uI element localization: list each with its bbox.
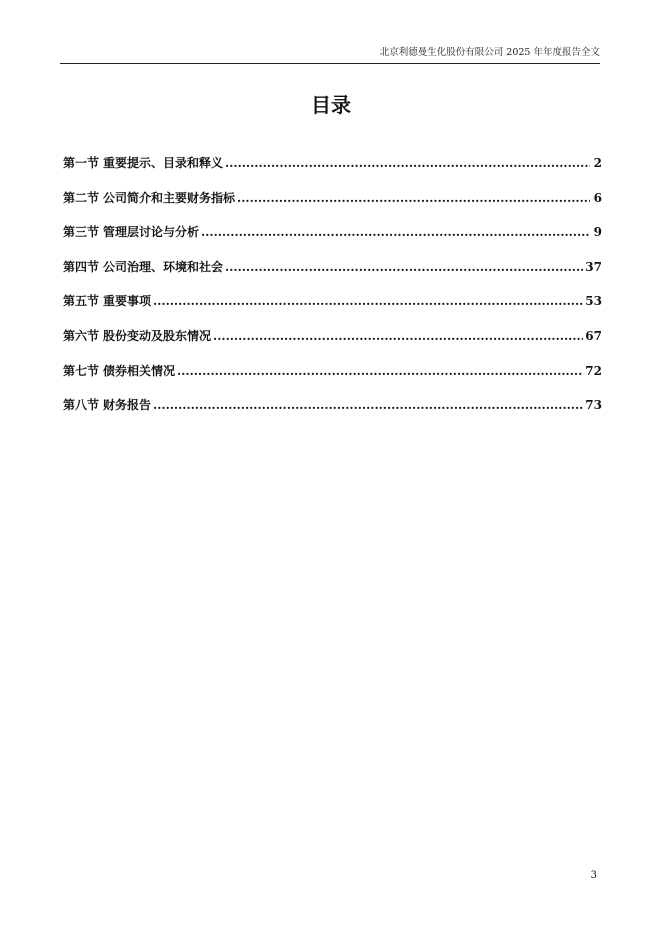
toc-section-label: 债券相关情况 <box>103 363 176 378</box>
toc-section-label: 管理层讨论与分析 <box>103 225 200 240</box>
page-number: 3 <box>590 870 597 881</box>
toc-dot-leader <box>153 293 583 309</box>
toc-section-label: 重要提示、目录和释义 <box>103 156 224 170</box>
toc-section-label: 财务报告 <box>103 398 152 413</box>
toc-entry-section-3[interactable] <box>63 224 602 259</box>
toc-section-label: 股份变动及股东情况 <box>103 328 212 343</box>
toc-section-number: 第六节 <box>63 328 100 343</box>
toc-entry-section-7[interactable] <box>63 363 602 398</box>
running-header-title: 北京利德曼生化股份有限公司 2025 年年度报告全文 <box>379 47 600 58</box>
toc-section-label: 重要事项 <box>103 294 152 309</box>
toc-list <box>63 155 602 432</box>
toc-entry-section-1[interactable] <box>63 155 602 190</box>
toc-section-number: 第二节 <box>63 190 100 205</box>
toc-section-number: 第三节 <box>63 225 100 240</box>
toc-page-number: 72 <box>585 363 602 378</box>
toc-page-number: 73 <box>585 398 602 413</box>
toc-section-number: 第八节 <box>63 398 100 413</box>
toc-dot-leader <box>225 155 590 171</box>
toc-section-label: 公司治理、环境和社会 <box>103 259 224 274</box>
toc-page-number: 37 <box>585 259 602 274</box>
toc-dot-leader <box>225 259 583 275</box>
toc-dot-leader <box>237 190 590 206</box>
running-header <box>60 47 600 64</box>
toc-section-number: 第一节 <box>63 156 100 170</box>
toc-page-number: 6 <box>593 190 602 205</box>
toc-page-number: 2 <box>593 156 602 170</box>
toc-entry-section-8[interactable] <box>63 397 602 432</box>
toc-section-number: 第四节 <box>63 259 100 274</box>
toc-page-number: 53 <box>585 294 602 309</box>
toc-page-number: 9 <box>593 225 602 240</box>
toc-section-number: 第七节 <box>63 363 100 378</box>
toc-title: 目录 <box>311 93 351 117</box>
toc-entry-section-6[interactable] <box>63 328 602 363</box>
toc-page-number: 67 <box>585 328 602 343</box>
toc-section-number: 第五节 <box>63 294 100 309</box>
toc-entry-section-4[interactable] <box>63 259 602 294</box>
toc-dot-leader <box>213 328 583 344</box>
toc-dot-leader <box>177 363 583 379</box>
toc-dot-leader <box>153 397 583 413</box>
toc-entry-section-2[interactable] <box>63 190 602 225</box>
toc-section-label: 公司简介和主要财务指标 <box>103 190 236 205</box>
toc-entry-section-5[interactable] <box>63 293 602 328</box>
toc-dot-leader <box>201 224 590 240</box>
